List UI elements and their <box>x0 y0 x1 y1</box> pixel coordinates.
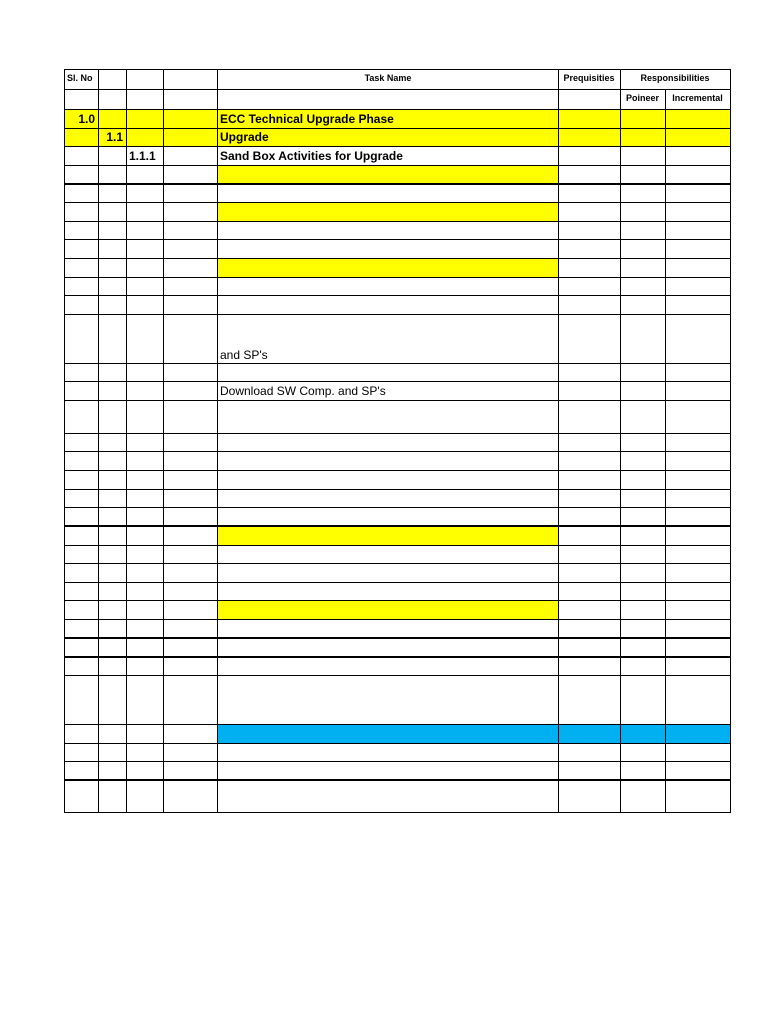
header-sl-no: Sl. No <box>67 73 93 83</box>
grid-hline <box>64 109 731 110</box>
grid-hline <box>64 221 731 222</box>
row-number: 1.0 <box>78 112 95 126</box>
grid-vline <box>64 69 65 813</box>
task-sheet <box>64 69 731 813</box>
grid-vline <box>98 69 99 813</box>
grid-hline <box>64 489 731 490</box>
grid-hline <box>64 295 731 296</box>
grid-hline <box>64 239 731 240</box>
grid-hline <box>64 600 731 601</box>
grid-hline <box>64 563 731 564</box>
grid-hline <box>64 451 731 452</box>
grid-hline <box>64 761 731 762</box>
header-task-name: Task Name <box>364 73 412 83</box>
highlight-fill-blue <box>218 725 731 743</box>
grid-hline <box>64 812 731 813</box>
grid-vline <box>163 69 164 813</box>
grid-hline <box>64 619 731 620</box>
grid-hline <box>64 507 731 508</box>
grid-hline <box>64 89 731 90</box>
grid-hline <box>64 470 731 471</box>
grid-hline <box>64 277 731 278</box>
grid-hline <box>64 675 731 676</box>
grid-hline <box>64 314 731 315</box>
grid-hline <box>64 433 731 434</box>
grid-hline <box>64 582 731 583</box>
task-name: and SP's <box>220 348 268 362</box>
header-incremental: Incremental <box>672 93 723 103</box>
grid-vline <box>126 69 127 813</box>
header-poineer: Poineer <box>625 93 659 103</box>
grid-hline <box>64 743 731 744</box>
grid-hline <box>64 400 731 401</box>
grid-hline <box>64 183 731 185</box>
grid-hline <box>64 363 731 364</box>
grid-hline <box>64 656 731 658</box>
grid-hline <box>64 69 731 70</box>
grid-vline <box>558 69 559 813</box>
grid-hline <box>64 525 731 527</box>
task-name: ECC Technical Upgrade Phase <box>220 112 394 126</box>
header-prequisities: Prequisities <box>563 73 615 83</box>
grid-hline <box>64 545 731 546</box>
row-number: 1.1.1 <box>129 149 156 163</box>
row-number: 1.1 <box>106 130 123 144</box>
task-name: Download SW Comp. and SP's <box>220 384 386 398</box>
grid-vline <box>730 69 731 813</box>
grid-hline <box>64 202 731 203</box>
highlight-fill <box>218 601 558 619</box>
grid-hline <box>64 146 731 147</box>
grid-hline <box>64 779 731 781</box>
row-1-fill <box>64 110 731 129</box>
grid-hline <box>64 724 731 725</box>
header-responsibilities: Responsibilities <box>640 73 710 83</box>
task-name: Sand Box Activities for Upgrade <box>220 149 403 163</box>
task-name: Upgrade <box>220 130 269 144</box>
grid-vline <box>217 69 218 813</box>
highlight-fill <box>218 166 558 184</box>
grid-hline <box>64 258 731 259</box>
grid-hline <box>64 381 731 382</box>
highlight-fill <box>218 259 558 277</box>
highlight-fill <box>218 527 558 545</box>
highlight-fill <box>218 203 558 221</box>
row-2-fill <box>64 129 731 147</box>
grid-hline <box>64 128 731 129</box>
grid-hline <box>64 165 731 166</box>
grid-vline <box>620 69 621 813</box>
grid-hline <box>64 637 731 639</box>
